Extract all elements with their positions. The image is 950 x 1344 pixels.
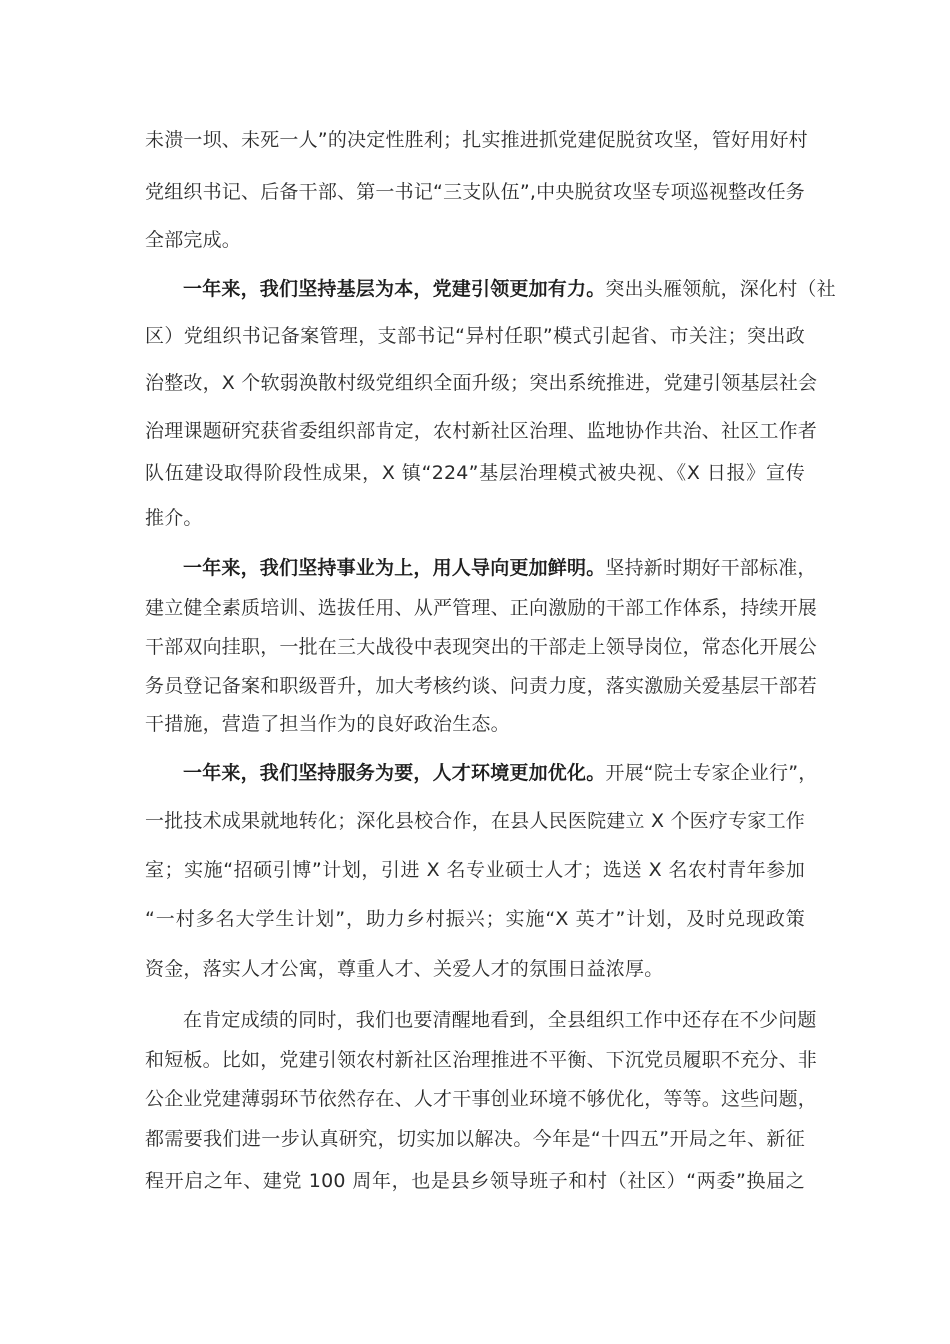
- paragraph-line-text: 突出头雁领航，深化村（社: [605, 278, 836, 300]
- paragraph-line: 干措施，营造了担当作为的良好政治生态。: [145, 713, 510, 735]
- paragraph-first-line: [183, 276, 836, 302]
- paragraph-line: 队伍建设取得阶段性成果，X 镇“224”基层治理模式被央视、《X 日报》宣传: [145, 462, 805, 484]
- paragraph-line: 治理课题研究获省委组织部肯定，农村新社区治理、监地协作共治、社区工作者: [145, 420, 818, 442]
- paragraph-first-line: [183, 555, 817, 581]
- paragraph-line: 室；实施“招硕引博”计划，引进 X 名专业硕士人才；选送 X 名农村青年参加: [145, 859, 805, 881]
- paragraph-line: 全部完成。: [145, 229, 242, 251]
- paragraph-line: 务员登记备案和职级晋升，加大考核约谈、问责力度，落实激励关爱基层干部若: [145, 675, 818, 697]
- paragraph-line: “一村多名大学生计划”，助力乡村振兴；实施“X 英才”计划，及时兑现政策: [145, 908, 805, 930]
- paragraph-line: 治整改，X 个软弱涣散村级党组织全面升级；突出系统推进，党建引领基层社会: [145, 372, 818, 394]
- paragraph-line-text: 开展“院士专家企业行”，: [605, 762, 818, 784]
- paragraph-line: 一批技术成果就地转化；深化县校合作，在县人民医院建立 X 个医疗专家工作: [145, 810, 805, 832]
- paragraph-line: 未溃一坝、未死一人”的决定性胜利；扎实推进抓党建促脱贫攻坚，管好用好村: [145, 129, 808, 151]
- paragraph-line: 党组织书记、后备干部、第一书记“三支队伍”,中央脱贫攻坚专项巡视整改任务: [145, 181, 805, 203]
- paragraph-line: 和短板。比如，党建引领农村新社区治理推进不平衡、下沉党员履职不充分、非: [145, 1049, 818, 1071]
- paragraph-lead-heading: 一年来，我们坚持事业为上，用人导向更加鲜明。: [183, 557, 606, 579]
- paragraph-lead-heading: 一年来，我们坚持服务为要，人才环境更加优化。: [183, 762, 606, 784]
- paragraph-line: 干部双向挂职，一批在三大战役中表现突出的干部走上领导岗位，常态化开展公: [145, 636, 818, 658]
- paragraph-lead-heading: 一年来，我们坚持基层为本，党建引领更加有力。: [183, 278, 606, 300]
- paragraph-line: 推介。: [145, 507, 203, 529]
- paragraph-line-text: 坚持新时期好干部标准，: [605, 557, 817, 579]
- paragraph-first-line: [183, 760, 818, 786]
- paragraph-line: 建立健全素质培训、选拔任用、从严管理、正向激励的干部工作体系，持续开展: [145, 597, 818, 619]
- paragraph-line: 都需要我们进一步认真研究，切实加以解决。今年是“十四五”开局之年、新征: [145, 1128, 805, 1150]
- paragraph-line: 公企业党建薄弱环节依然存在、人才干事创业环境不够优化，等等。这些问题，: [145, 1088, 818, 1110]
- paragraph-first-line: 在肯定成绩的同时，我们也要清醒地看到，全县组织工作中还存在不少问题: [183, 1009, 817, 1031]
- paragraph-line: 程开启之年、建党 100 周年，也是县乡领导班子和村（社区）“两委”换届之: [145, 1170, 805, 1192]
- paragraph-line: 资金，落实人才公寓，尊重人才、关爱人才的氛围日益浓厚。: [145, 958, 664, 980]
- paragraph-line: 区）党组织书记备案管理，支部书记“异村任职”模式引起省、市关注；突出政: [145, 325, 805, 347]
